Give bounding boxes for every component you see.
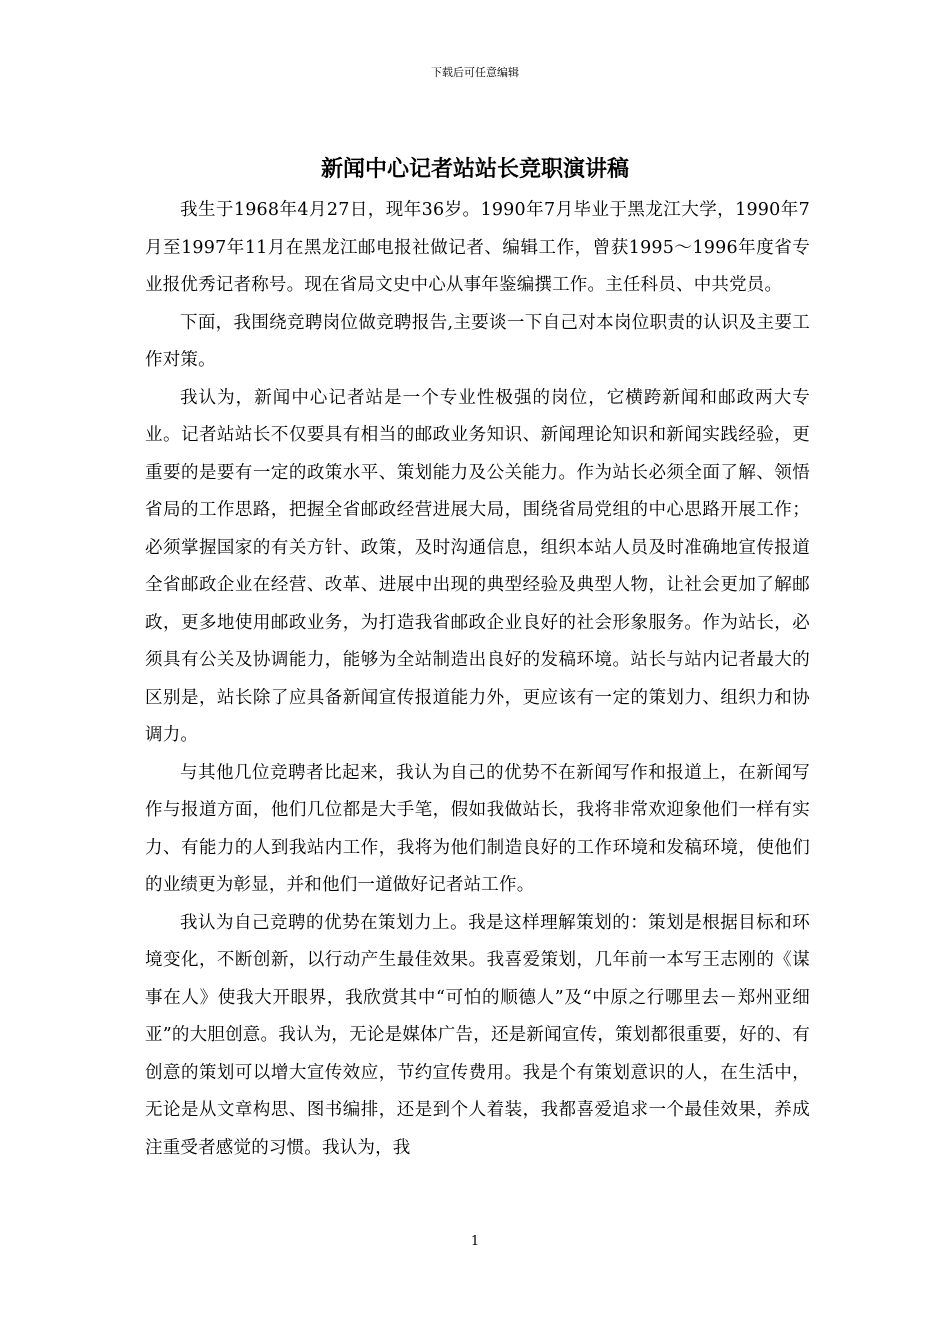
page-number: 1 (470, 1234, 480, 1249)
paragraph-personal-intro: 我生于1968年4月27日，现年36岁。1990年7月毕业于黑龙江大学，1990年7月至1997年11月在黑龙江邮电报社做记者、编辑工作，曾获1995～1996年度省专业报优秀记者称号。现在省局文史中心从事年鉴编撰工作。主任科员、中共党员。 (145, 200, 810, 295)
page-header: 下载后可任意编辑 (431, 66, 519, 79)
document-title: 新闻中心记者站站长竞职演讲稿 (320, 156, 629, 182)
paragraph-comparison: 与其他几位竞聘者比起来，我认为自己的优势不在新闻写作和报道上，在新闻写作与报道方面，他们几位都是大手笔，假如我做站长，我将非常欢迎象他们一样有实力、有能力的人到我站内工作，我将为他们制造良好的工作环境和发稿环境，使他们的业绩更为彰显，并和他们一道做好记者站工作。 (145, 762, 810, 895)
paragraph-position-understanding: 我认为，新闻中心记者站是一个专业性极强的岗位，它横跨新闻和邮政两大专业。记者站站长不仅要具有相当的邮政业务知识、新闻理论知识和新闻实践经验，更重要的是要有一定的政策水平、策划能力及公关能力。作为站长必须全面了解、领悟省局的工作思路，把握全省邮政经营进展大局，围绕省局党组的中心思路开展工作；必须掌握国家的有关方针、政策，及时沟通信息，组织本站人员及时准确地宣传报道全省邮政企业在经营、改革、进展中出现的典型经验及典型人物，让社会更加了解邮政，更多地使用邮政业务，为打造我省邮政企业良好的社会形象服务。作为站长，必须具有公关及协调能力，能够为全站制造出良好的发稿环境。站长与站内记者最大的区别是，站长除了应具备新闻宣传报道能力外，更应该有一定的策划力、组织力和协调力。 (145, 387, 810, 745)
paragraph-planning-strength: 我认为自己竞聘的优势在策划力上。我是这样理解策划的：策划是根据目标和环境变化，不断创新，以行动产生最佳效果。我喜爱策划，几年前一本写王志刚的《谋事在人》使我大开眼界，我欣赏其中“可怕的顺德人”及“中原之行哪里去－郑州亚细亚”的大胆创意。我认为，无论是媒体广告，还是新闻宣传，策划都很重要，好的、有创意的策划可以增大宣传效应，节约宣传费用。我是个有策划意识的人，在生活中，无论是从文章构思、图书编排，还是到个人着装，我都喜爱追求一个最佳效果，养成注重受者感觉的习惯。我认为，我 (145, 912, 810, 1158)
paragraph-report-overview: 下面，我围绕竞聘岗位做竞聘报告,主要谈一下自己对本岗位职责的认识及主要工作对策。 (145, 312, 810, 370)
document-body (145, 192, 810, 1167)
